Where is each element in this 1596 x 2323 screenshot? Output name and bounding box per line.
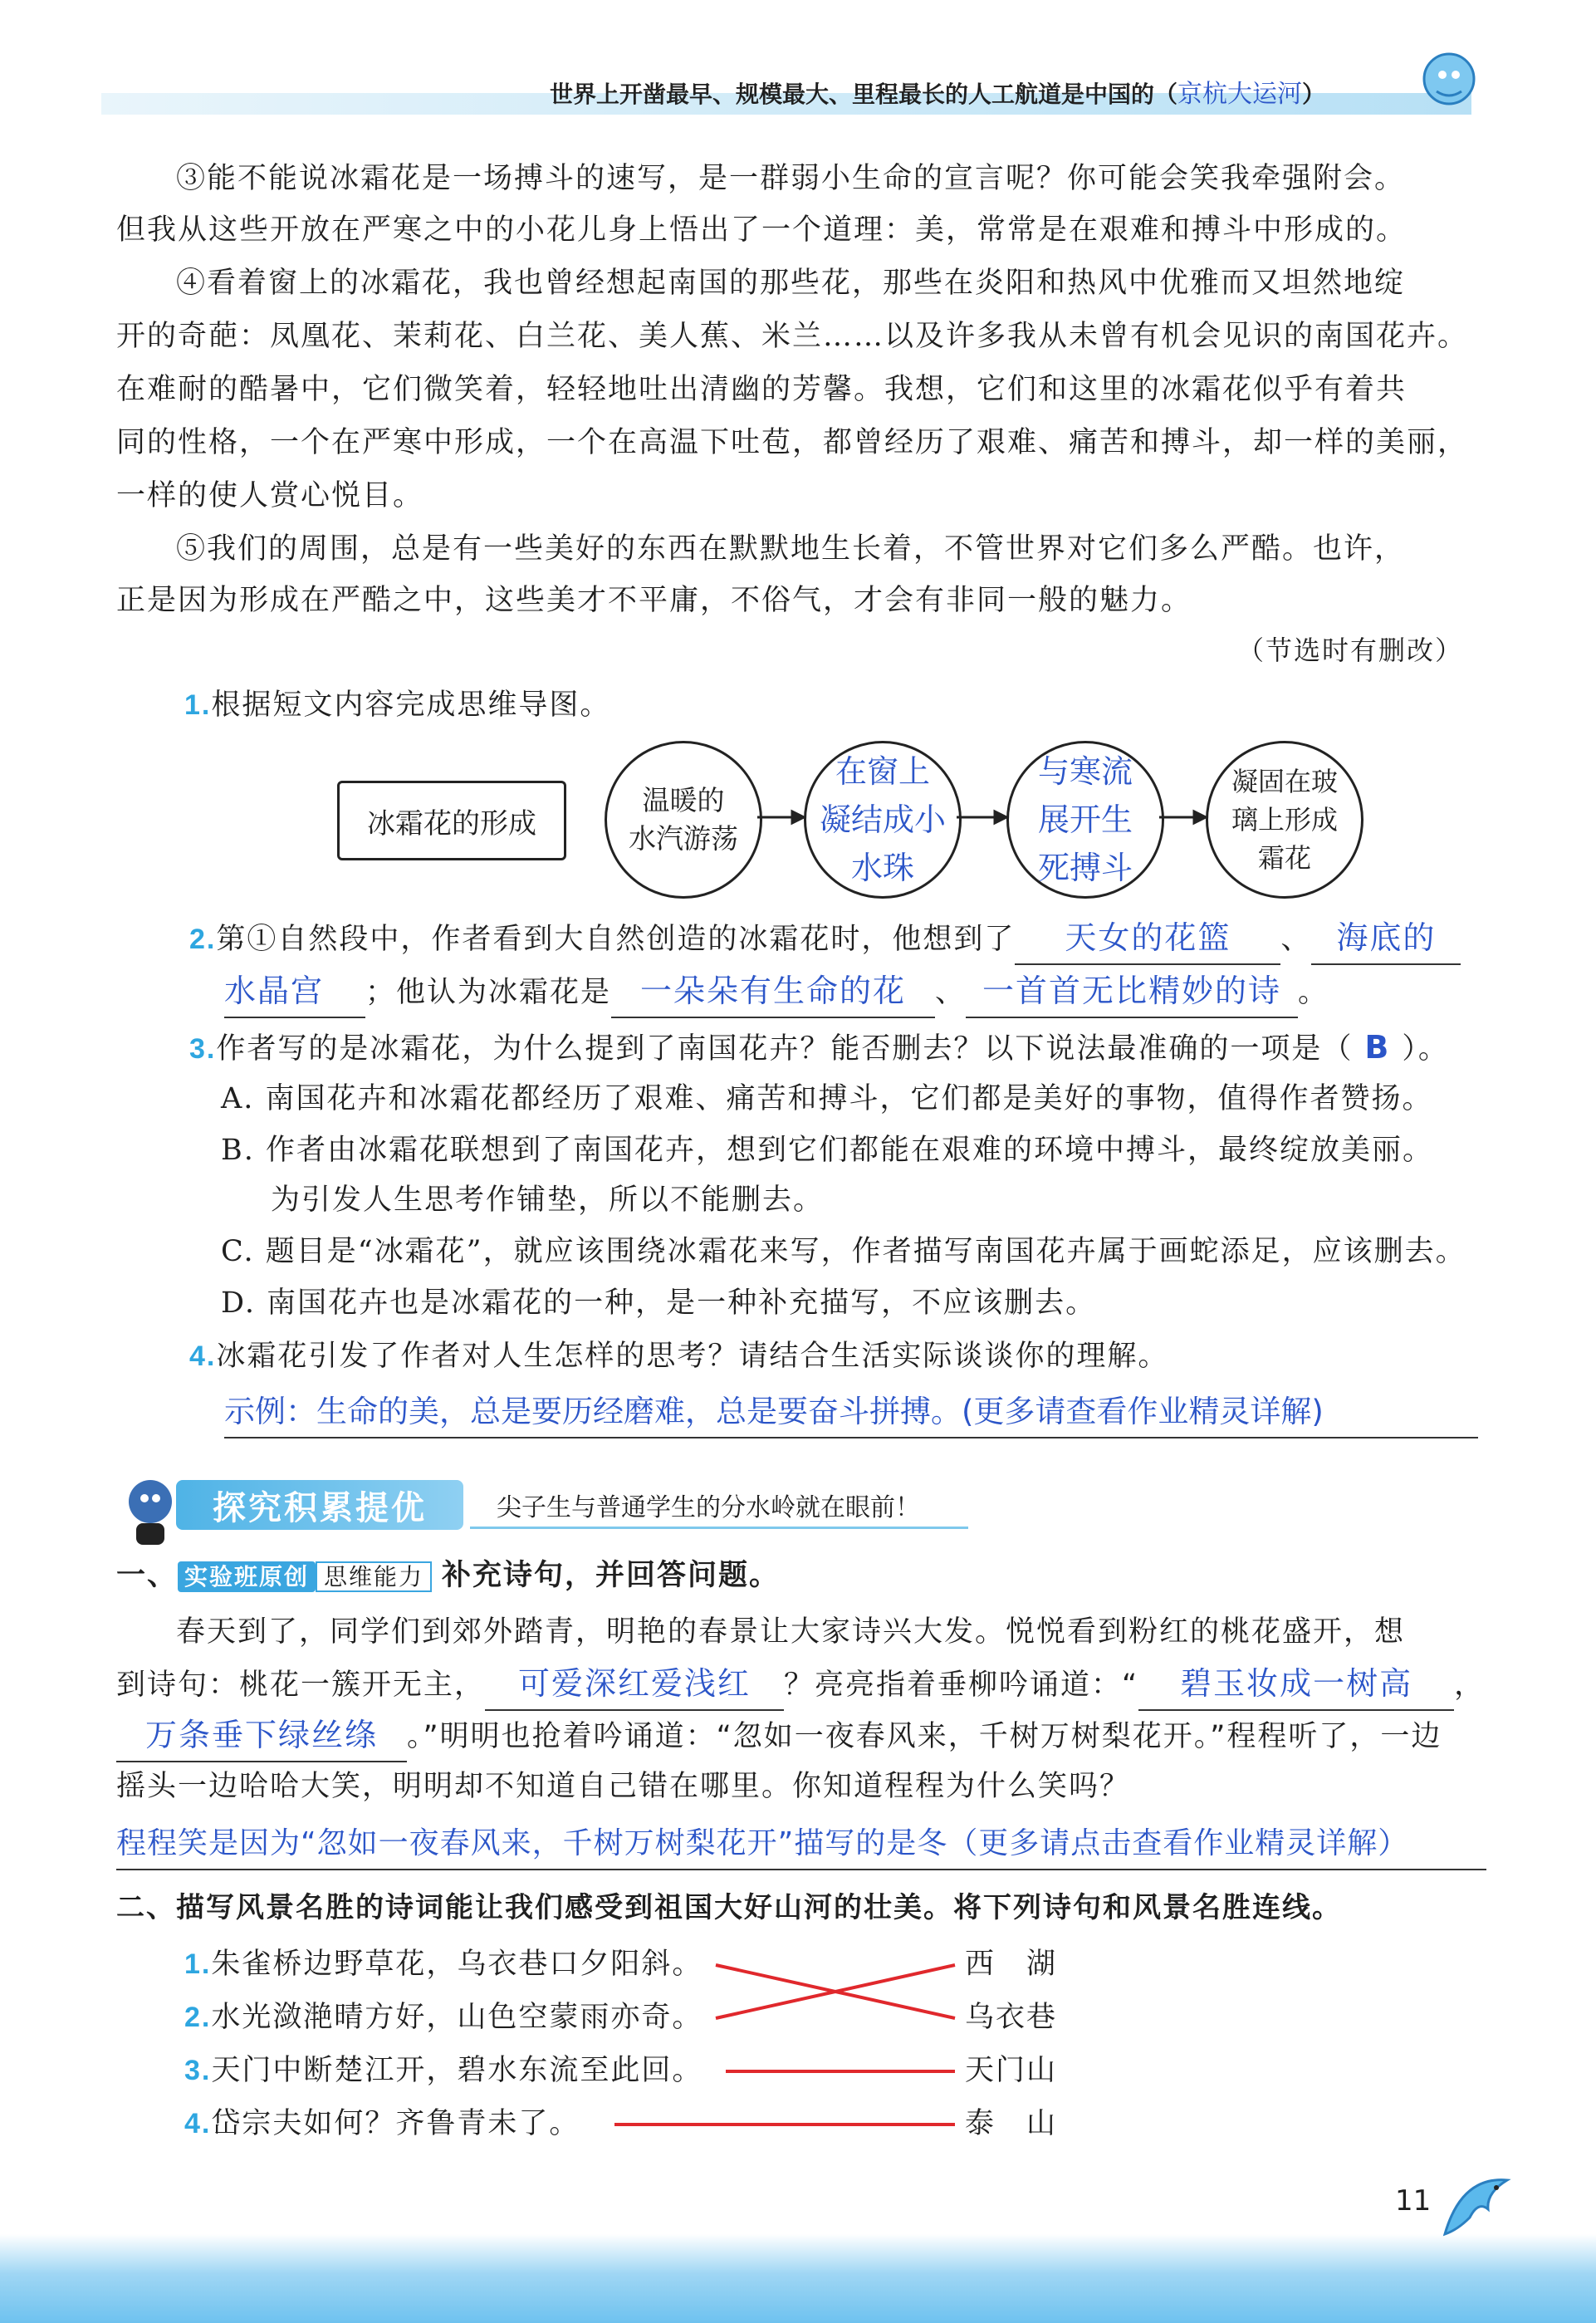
tag-experiment-class: 实验班原创	[178, 1561, 316, 1592]
mindmap-start-box: 冰霜花的形成	[337, 781, 566, 860]
part1-heading: 一、 实验班原创 思维能力 补充诗句，并回答问题。	[116, 1559, 781, 1592]
q2-answer-2: 海底的	[1311, 912, 1461, 965]
part1-line2: 到诗句：桃花一簇开无主， 可爱深红爱浅红 ？亮亮指着垂柳吟诵道：“ 碧玉妆成一树高 ，	[116, 1658, 1485, 1711]
passage-p4-line1: ④看着窗上的冰霜花，我也曾经想起南国的那些花，那些在炎阳和热风中优雅而又坦然地绽	[176, 267, 1406, 300]
question-2-line1: 2.第①自然段中，作者看到大自然创造的冰霜花时，他想到了 天女的花篮 、 海底的	[189, 912, 1461, 965]
question-1: 1.根据短文内容完成思维导图。	[184, 689, 611, 722]
page-number: 11	[1395, 2184, 1432, 2218]
tag-thinking-ability: 思维能力	[316, 1561, 432, 1592]
passage-p5-line1: ⑤我们的周围，总是有一些美好的东西在默默地生长着，不管世界对它们多么严酷。也许，	[176, 532, 1406, 566]
part1-answer-2: 碧玉妆成一树高	[1138, 1658, 1454, 1711]
q2-answer-4: 一首首无比精妙的诗	[966, 965, 1298, 1018]
part1-answer-1: 可爱深红爱浅红	[485, 1658, 784, 1711]
poem-1: 1.朱雀桥边野草花，乌衣巷口夕阳斜。	[184, 1948, 703, 1981]
mindmap-node-4: 凝固在玻 璃上形成 霜花	[1206, 741, 1363, 899]
poem-4: 4.岱宗夫如何？齐鲁青未了。	[184, 2107, 580, 2140]
q3-option-d: D. 南国花卉也是冰霜花的一种，是一种补充描写，不应该删去。	[221, 1286, 1097, 1320]
passage-p3-line1: ③能不能说冰霜花是一场搏斗的速写，是一群弱小生命的宣言呢？你可能会笑我牵强附会。	[176, 162, 1406, 195]
section-title: 探究积累提优	[213, 1488, 427, 1527]
q2-answer-3: 一朵朵有生命的花	[611, 965, 935, 1018]
dolphin-icon	[1428, 2159, 1520, 2267]
question-2-line2: 水晶宫 ；他认为冰霜花是 一朵朵有生命的花 、 一首首无比精妙的诗 。	[224, 965, 1329, 1018]
passage-p4-line3: 在难耐的酷暑中，它们微笑着，轻轻地吐出清幽的芳馨。我想，它们和这里的冰霜花似乎有着共	[116, 373, 1408, 406]
place-wuyixiang: 乌衣巷	[965, 2001, 1058, 2034]
question-3: 3.作者写的是冰霜花，为什么提到了南国花卉？能否删去？以下说法最准确的一项是（ B ）。	[189, 1029, 1449, 1066]
part1-line3: 万条垂下绿丝绦 。”明明也抢着吟诵道：“忽如一夜春风来，千树万树梨花开。”程程听了，一边	[116, 1709, 1442, 1762]
poem-2: 2.水光潋滟晴方好，山色空蒙雨亦奇。	[184, 2001, 703, 2034]
part1-answer-3: 万条垂下绿丝绦	[116, 1709, 407, 1762]
mindmap-node-3: 与寒流 展开生 死搏斗	[1006, 741, 1164, 899]
passage-note: （节选时有删改）	[1237, 635, 1464, 666]
place-xihu: 西 湖	[965, 1948, 1058, 1981]
part1-answer: 程程笑是因为“忽如一夜春风来，千树万树梨花开”描写的是冬（更多请点击查看作业精灵详解）	[116, 1819, 1486, 1870]
mindmap-node-1: 温暖的 水汽游荡	[605, 741, 762, 899]
header-fact: 世界上开凿最早、规模最大、里程最长的人工航道是中国的（京杭大运河）	[550, 80, 1326, 109]
passage-p4-line5: 一样的使人赏心悦目。	[116, 479, 424, 512]
part1-line4: 摇头一边哈哈大笑，明明却不知道自己错在哪里。你知道程程为什么笑吗？	[116, 1770, 1131, 1803]
question-4: 4.冰霜花引发了作者对人生怎样的思考？请结合生活实际谈谈你的理解。	[189, 1340, 1169, 1373]
q4-answer: 示例：生命的美，总是要历经磨难，总是要奋斗拼搏。(更多请查看作业精灵详解)	[224, 1387, 1478, 1438]
q2-answer-1: 天女的花篮	[1015, 912, 1280, 965]
q3-option-c: C. 题目是“冰霜花”，就应该围绕冰霜花来写，作者描写南国花卉属于画蛇添足，应该删去。	[221, 1235, 1466, 1268]
q2-answer-2b: 水晶宫	[224, 965, 365, 1018]
mindmap-node-2: 在窗上 凝结成小 水珠	[804, 741, 962, 899]
place-taishan: 泰 山	[965, 2107, 1058, 2140]
passage-p5-line2: 正是因为形成在严酷之中，这些美才不平庸，不俗气，才会有非同一般的魅力。	[116, 584, 1192, 617]
passage-p3-line2: 但我从这些开放在严寒之中的小花儿身上悟出了一个道理：美，常常是在艰难和搏斗中形成的。	[116, 213, 1408, 247]
poem-3: 3.天门中断楚江开，碧水东流至此回。	[184, 2054, 703, 2087]
passage-p4-line4: 同的性格，一个在严寒中形成，一个在高温下吐苞，都曾经历了艰难、痛苦和搏斗，却一样的美丽，	[116, 426, 1469, 459]
footer-bar	[0, 2234, 1596, 2323]
passage-p4-line2: 开的奇葩：凤凰花、茉莉花、白兰花、美人蕉、米兰……以及许多我从未曾有机会见识的南国花卉。	[116, 320, 1469, 353]
part2-heading: 二、描写风景名胜的诗词能让我们感受到祖国大好山河的壮美。将下列诗句和风景名胜连线。	[116, 1891, 1342, 1924]
q3-option-a: A. 南国花卉和冰霜花都经历了艰难、痛苦和搏斗，它们都是美好的事物，值得作者赞扬。	[221, 1082, 1433, 1115]
place-tianmenshan: 天门山	[965, 2054, 1058, 2087]
q3-option-b-line2: 为引发人生思考作铺垫，所以不能删去。	[271, 1184, 825, 1217]
part1-line1: 春天到了，同学们到郊外踏青，明艳的春景让大家诗兴大发。悦悦看到粉红的桃花盛开，想	[176, 1615, 1406, 1649]
q3-option-b-line1: B. 作者由冰霜花联想到了南国花卉，想到它们都能在艰难的环境中搏斗，最终绽放美丽。	[221, 1134, 1433, 1167]
section-slogan: 尖子生与普通学生的分水岭就在眼前！	[497, 1493, 920, 1522]
